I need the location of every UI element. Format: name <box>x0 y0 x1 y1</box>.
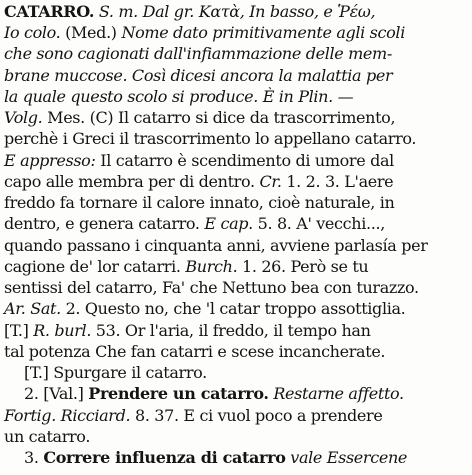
text-run: Fortig. Ricciard. <box>4 406 131 425</box>
text-run: Volg. <box>4 108 43 127</box>
text-run: S. m. Dal gr. <box>94 2 199 21</box>
text-run: (Med.) <box>60 23 122 42</box>
text-run: vale Essercene <box>285 448 408 467</box>
text-run: 1. 26. Però se tu <box>237 257 369 276</box>
text-run: , <box>370 2 376 21</box>
text-run: E cap. <box>204 214 253 233</box>
text-run: un catarro. <box>4 427 91 446</box>
text-line <box>4 212 470 236</box>
text-line <box>24 446 470 470</box>
text-line <box>4 42 470 66</box>
text-run: 8. 37. E ci vuol poco a prendere <box>130 406 383 425</box>
text-run: la quale questo scolo si produce. È in Plin. — <box>4 87 354 106</box>
text-run: 53. Or l'aria, il freddo, il tempo han <box>91 321 371 340</box>
text-run: 3. <box>24 448 44 467</box>
text-run: Prendere un catarro. <box>88 384 269 403</box>
text-line <box>4 127 470 151</box>
text-run: [T.] <box>4 321 34 340</box>
text-run: Ar. Sat. <box>4 299 61 318</box>
text-run: capo alle membra per di dentro. <box>4 172 260 191</box>
text-run: quando passano i cinquanta anni, avviene parlasía per <box>4 236 428 255</box>
text-run: [T.] Spurgare il catarro. <box>24 363 207 382</box>
text-run: Il catarro è scendimento di umore dal <box>95 151 394 170</box>
text-run: perchè i Greci il trascorrimento lo appellano catarro. <box>4 129 417 148</box>
text-run: , In basso, e <box>239 2 338 21</box>
text-run: Burch. <box>185 257 238 276</box>
text-run: Cr. <box>259 172 282 191</box>
text-run: tal potenza Che fan catarri e scese incancherate. <box>4 342 386 361</box>
text-run: che sono cagionati dall'infiammazione delle mem- <box>4 44 392 63</box>
text-run: Ῥέω <box>337 2 371 21</box>
text-run: R. burl. <box>33 321 92 340</box>
text-run: E appresso: <box>4 151 96 170</box>
text-run: dentro, e genera catarro. <box>4 214 205 233</box>
text-run: freddo fa tornare il calore innato, cioè naturale, in <box>4 193 395 212</box>
text-run: 2. Questo no, che 'l catar troppo assottiglia. <box>60 299 406 318</box>
text-line <box>4 297 470 321</box>
text-run: cagione de' lor catarri. <box>4 257 186 276</box>
text-run: Κατὰ <box>198 2 240 21</box>
text-run: brane muccose. Così dicesi ancora la malattia per <box>4 66 393 85</box>
text-run: Correre influenza di catarro <box>43 448 286 467</box>
text-run: 2. [Val.] <box>24 384 89 403</box>
text-run: 1. 2. 3. L'aere <box>281 172 394 191</box>
text-line <box>24 382 470 406</box>
text-run: 5. 8. A' vecchi..., <box>252 214 385 233</box>
text-run: sentissi del catarro, Fa' che Nettuno bea con turazzo. <box>4 278 419 297</box>
text-run: Restarne affetto. <box>268 384 404 403</box>
text-run: CATARRO. <box>4 2 95 21</box>
text-run: Nome dato primitivamente agli scoli <box>121 23 405 42</box>
text-run: Io colo. <box>4 23 61 42</box>
text-run: Mes. (C) Il catarro si dice da trascorrimento, <box>42 108 396 127</box>
